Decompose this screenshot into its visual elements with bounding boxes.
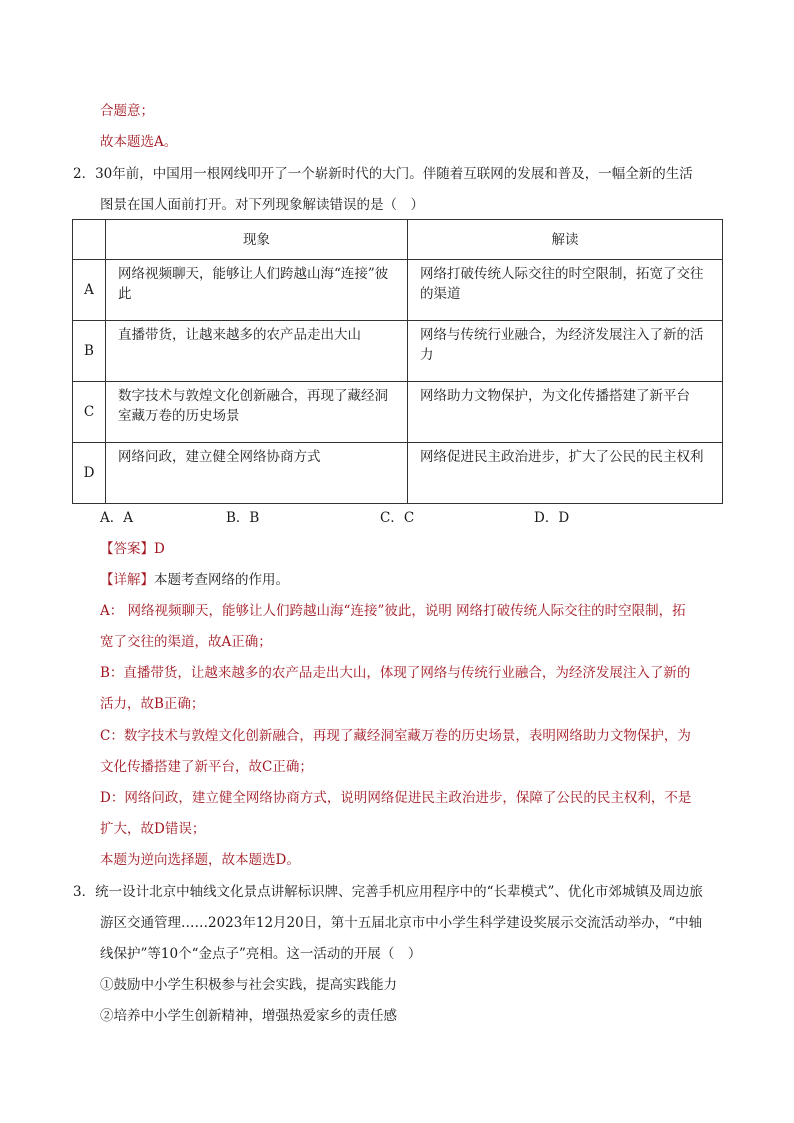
option-c: C．C [380,510,415,526]
q3-item-2: ②培养中小学生创新精神，增强热爱家乡的责任感 [100,1008,397,1024]
row-letter: C [73,382,106,443]
explain-line: 文化传播搭建了新平台，故C正确； [100,759,313,775]
table-header-interpretation: 解读 [408,220,723,260]
q3-stem-line-1: 3．统一设计北京中轴线文化景点讲解标识牌、完善手机应用程序中的“长辈模式”、优化市郊城镇及周边旅 [73,884,703,900]
prev-line-1: 合题意； [100,103,154,119]
answer-line: 【答案】D [100,541,165,557]
explain-line: A： 网络视频聊天，能够让人们跨越山海“连接”彼此，说明 网络打破传统人际交往的时空限制，拓 [100,603,686,619]
option-b: B．B [226,510,260,526]
q3-stem-line-2: 游区交通管理……2023年12月20日，第十五届北京市中小学生科学建设奖展示交流活动举办，“中轴 [100,915,703,931]
table-header-phenomenon: 现象 [106,220,408,260]
row-interpretation: 网络助力文物保护，为文化传播搭建了新平台 [408,382,723,443]
row-phenomenon: 直播带货，让越来越多的农产品走出大山 [106,321,408,382]
detail-line [100,570,289,590]
row-letter: D [73,443,106,504]
table-row [73,260,723,321]
row-interpretation: 网络打破传统人际交往的时空限制，拓宽了交往的渠道 [408,260,723,321]
row-phenomenon: 网络问政，建立健全网络协商方式 [106,443,408,504]
table-row [73,443,723,504]
row-phenomenon: 数字技术与敦煌文化创新融合，再现了藏经洞室藏万卷的历史场景 [106,382,408,443]
q2-stem-line-2: 图景在国人面前打开。对下列现象解读错误的是（ ） [100,197,424,213]
row-interpretation: 网络促进民主政治进步，扩大了公民的民主权利 [408,443,723,504]
table-header-row [73,220,723,260]
table-row [73,321,723,382]
q2-stem-line-1: 2．30年前，中国用一根网线叩开了一个崭新时代的大门。伴随着互联网的发展和普及，一幅全新的生活 [73,166,693,182]
detail-label: 【详解】 [100,572,154,588]
explain-line: 本题为逆向选择题，故本题选D。 [100,852,300,868]
detail-intro: 本题考查网络的作用。 [154,572,289,588]
row-interpretation: 网络与传统行业融合，为经济发展注入了新的活力 [408,321,723,382]
explain-line: 宽了交往的渠道，故A正确； [100,634,272,650]
option-d: D．D [534,510,570,526]
table-header-blank [73,220,106,260]
explain-line: 扩大，故D错误； [100,821,206,837]
explain-line: D：网络问政，建立健全网络协商方式，说明网络促进民主政治进步，保障了公民的民主权利，不是 [100,790,692,806]
explain-line: 活力，故B正确； [100,696,205,712]
prev-line-2: 故本题选A。 [100,134,178,150]
row-letter: B [73,321,106,382]
q2-table [72,219,723,504]
option-a: A．A [100,510,133,526]
q3-stem-line-3: 线保护”等10个“金点子”亮相。这一活动的开展（ ） [100,946,422,962]
explain-line: C：数字技术与敦煌文化创新融合，再现了藏经洞室藏万卷的历史场景，表明网络助力文物保护，为 [100,728,691,744]
explain-line: B：直播带货，让越来越多的农产品走出大山，体现了网络与传统行业融合，为经济发展注入了新的 [100,665,691,681]
q3-item-1: ①鼓励中小学生积极参与社会实践，提高实践能力 [100,977,397,993]
table-row [73,382,723,443]
row-phenomenon: 网络视频聊天，能够让人们跨越山海“连接”彼此 [106,260,408,321]
row-letter: A [73,260,106,321]
